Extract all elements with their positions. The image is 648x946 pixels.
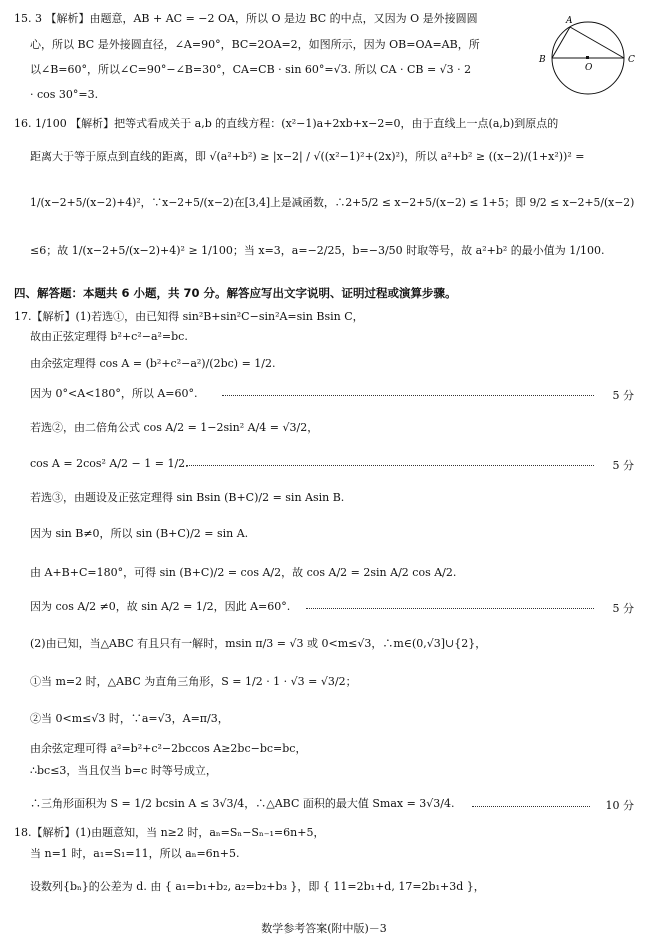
p17-line16: ∴三角形面积为 S = 1/2 bcsin A ≤ 3√3/4，∴△ABC 面积的最大值 Smax = 3√3/4.	[30, 797, 455, 810]
label-o: O	[585, 63, 593, 73]
p15-line3: 以∠B=60°，所以∠C=90°−∠B=30°，CA=CB · sin 60°=√3. 所以 CA · CB = √3 · 2	[30, 63, 472, 76]
p18-line2: 当 n=1 时，a₁=S₁=11，所以 aₙ=6n+5.	[30, 847, 240, 860]
p17-line6: cos A = 2cos² A/2 − 1 = 1/2.	[30, 457, 189, 470]
page-footer: 数学参考答案(附中版)－3	[261, 922, 387, 935]
score-label: 5 分	[612, 459, 634, 472]
p17-line12: ①当 m=2 时，△ABC 为直角三角形，S = 1/2 · 1 · √3 = √3/2；	[30, 675, 357, 688]
p15-line4: · cos 30°=3.	[30, 88, 99, 101]
p16-line1: 16. 1/100 【解析】把等式看成关于 a,b 的直线方程：(x²−1)a+2xb+x−2=0，由于直线上一点(a,b)到原点的	[14, 117, 559, 130]
score-label: 5 分	[612, 602, 634, 615]
leader-dots	[472, 806, 590, 807]
p17-line7: 若选③，由题设及正弦定理得 sin Bsin (B+C)/2 = sin Asin B.	[30, 491, 345, 504]
p18-line1: 18.【解析】(1)由题意知，当 n≥2 时，aₙ=Sₙ−Sₙ₋₁=6n+5，	[14, 826, 325, 839]
p17-line5: 若选②，由二倍角公式 cos A/2 = 1−2sin² A/4 = √3/2，	[30, 421, 319, 434]
p17-line15: ∴bc≤3，当且仅当 b=c 时等号成立，	[30, 764, 217, 777]
p16-line4: ≤6；故 1/(x−2+5/(x−2)+4)² ≥ 1/100；当 x=3，a=−2/25，b=−3/50 时取等号，故 a²+b² 的最小值为 1/100.	[30, 244, 605, 257]
side-ac	[570, 27, 624, 58]
p15-line2: 心，所以 BC 是外接圆直径，∠A=90°，BC=2OA=2，如图所示，因为 OB=OA=AB，所	[30, 38, 480, 51]
label-a: A	[566, 16, 573, 26]
leader-dots	[306, 608, 594, 609]
leader-dots	[222, 395, 594, 396]
p17-line3: 由余弦定理得 cos A = (b²+c²−a²)/(2bc) = 1/2.	[30, 357, 276, 370]
center-point	[586, 56, 589, 59]
p17-line8: 因为 sin B≠0，所以 sin (B+C)/2 = sin A.	[30, 527, 249, 540]
score-label: 5 分	[612, 389, 634, 402]
p17-line2: 故由正弦定理得 b²+c²−a²=bc.	[30, 330, 188, 343]
section-heading: 四、解答题：本题共 6 小题，共 70 分。解答应写出文字说明、证明过程或演算步骤。	[14, 286, 457, 300]
p17-line14: 由余弦定理可得 a²=b²+c²−2bccos A≥2bc−bc=bc，	[30, 742, 307, 755]
circumcircle-figure	[536, 12, 640, 96]
p17-line4: 因为 0°<A<180°，所以 A=60°.	[30, 387, 198, 400]
leader-dots	[186, 465, 594, 466]
p17-line11: (2)由已知，当△ABC 有且只有一解时，msin π/3 = √3 或 0<m≤√3，∴m∈(0,√3]∪{2}，	[30, 637, 487, 650]
p17-line13: ②当 0<m≤√3 时，∵a=√3，A=π/3，	[30, 712, 229, 725]
label-b: B	[539, 55, 546, 65]
p17-line9: 由 A+B+C=180°，可得 sin (B+C)/2 = cos A/2，故 cos A/2 = 2sin A/2 cos A/2.	[30, 566, 457, 579]
p16-line2: 距离大于等于原点到直线的距离，即 √(a²+b²) ≥ |x−2| / √((x²−1)²+(2x)²)，所以 a²+b² ≥ ((x−2)/(1+x²))² =	[30, 150, 585, 163]
p17-line1: 17.【解析】(1)若选①，由已知得 sin²B+sin²C−sin²A=sin Bsin C，	[14, 310, 364, 323]
score-label: 10 分	[605, 799, 634, 812]
p17-line10: 因为 cos A/2 ≠0，故 sin A/2 = 1/2，因此 A=60°.	[30, 600, 291, 613]
p18-line3: 设数列{bₙ}的公差为 d. 由 { a₁=b₁+b₂, a₂=b₂+b₃ }，即 { 11=2b₁+d, 17=2b₁+3d }，	[30, 880, 485, 893]
label-c: C	[628, 55, 635, 65]
side-ab	[552, 27, 570, 58]
p15-line1: 15. 3 【解析】由题意，AB + AC = −2 OA，所以 O 是边 BC 的中点，又因为 O 是外接圆圆	[14, 12, 478, 25]
p16-line3: 1/(x−2+5/(x−2)+4)²，∵x−2+5/(x−2)在[3,4]上是减函数，∴2+5/2 ≤ x−2+5/(x−2) ≤ 1+5；即 9/2 ≤ x−2+5/(x−2)	[30, 196, 635, 209]
